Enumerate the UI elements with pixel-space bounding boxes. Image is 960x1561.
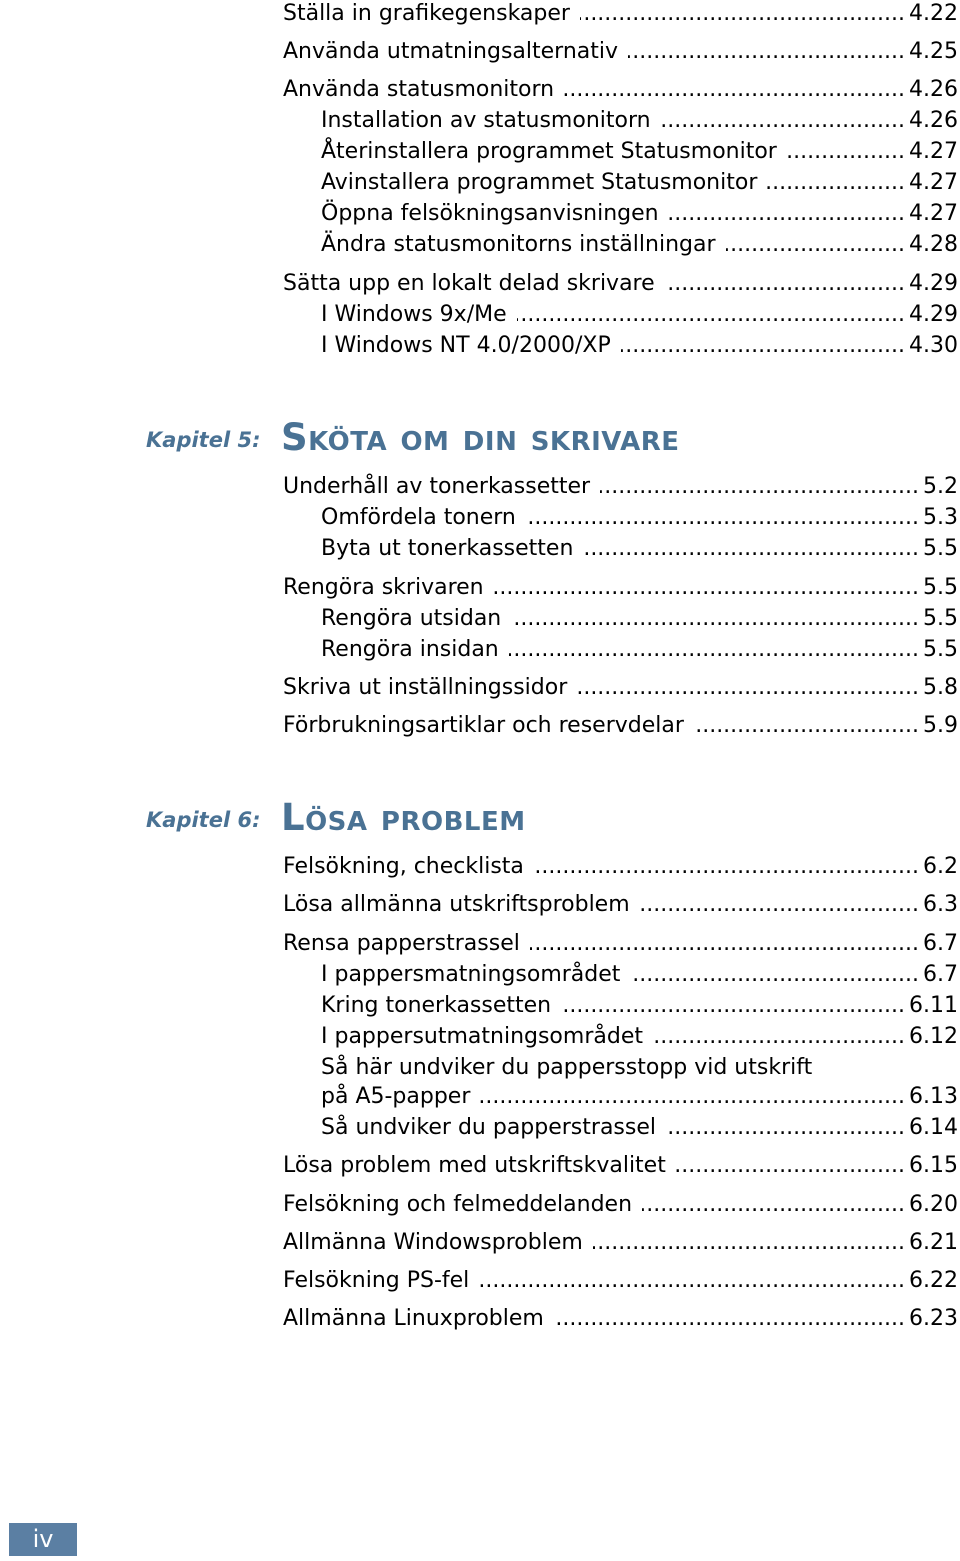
- toc-entry-title: I Windows NT 4.0/2000/XP: [321, 333, 611, 358]
- toc-entry-page: 4.27: [909, 201, 958, 226]
- toc-entry-page: 6.2: [923, 854, 958, 879]
- dot-leader: [787, 136, 905, 167]
- dot-leader: [653, 1021, 905, 1052]
- dot-leader: [661, 105, 905, 136]
- toc-entry-title-wrapped: Så här undviker du pappersstopp vid utskrift: [321, 1055, 813, 1080]
- toc-subentry[interactable]: [321, 533, 958, 564]
- toc-entry-title: Använda utmatningsalternativ: [283, 39, 619, 64]
- dot-leader: [665, 268, 905, 299]
- toc-entry-page: 5.9: [923, 713, 958, 738]
- toc-entry-title: Lösa problem med utskriftskvalitet: [283, 1153, 666, 1178]
- toc-entry-page: 5.3: [923, 505, 958, 530]
- toc-entry[interactable]: [283, 268, 958, 299]
- dot-leader: [530, 928, 919, 959]
- toc-entry[interactable]: [283, 0, 958, 29]
- toc-subentry[interactable]: [321, 229, 958, 260]
- toc-entry-page: 6.14: [909, 1115, 958, 1140]
- dot-leader: [694, 710, 919, 741]
- toc-entry-title: Rengöra utsidan: [321, 606, 502, 631]
- dot-leader: [593, 1227, 905, 1258]
- toc-entry-page: 6.3: [923, 892, 958, 917]
- toc-entry-page: 6.11: [909, 993, 958, 1018]
- dot-leader: [666, 1112, 905, 1143]
- toc-entry-page: 5.5: [923, 606, 958, 631]
- toc-subentry[interactable]: [321, 136, 958, 167]
- toc-entry-title: Kring tonerkassetten: [321, 993, 552, 1018]
- dot-leader: [600, 471, 919, 502]
- chapter-label: Kapitel 6:: [146, 808, 261, 832]
- toc-subentry[interactable]: [321, 198, 958, 229]
- toc-entry-page: 4.27: [909, 139, 958, 164]
- toc-entry-title: I pappersmatningsområdet: [321, 962, 621, 987]
- toc-entry-title: Förbrukningsartiklar och reservdelar: [283, 713, 684, 738]
- chapter-title: Sköta om din skrivare: [281, 416, 680, 459]
- toc-subentry[interactable]: [321, 105, 958, 136]
- toc-entry[interactable]: [283, 1227, 958, 1258]
- toc-entry[interactable]: [283, 1303, 958, 1334]
- dot-leader: [628, 36, 905, 67]
- dot-leader: [642, 1189, 905, 1220]
- toc-entry-page: 6.20: [909, 1192, 958, 1217]
- toc-entry[interactable]: [283, 36, 958, 67]
- dot-leader: [726, 229, 906, 260]
- toc-entry[interactable]: [283, 471, 958, 502]
- toc-entry[interactable]: [283, 1265, 958, 1296]
- toc-subentry[interactable]: [321, 167, 958, 198]
- toc-entry-title: Omfördela tonern: [321, 505, 516, 530]
- page-number-badge: iv: [9, 1523, 77, 1556]
- toc-subentry[interactable]: [321, 299, 958, 330]
- dot-leader: [564, 74, 905, 105]
- toc-entry-page: 4.25: [909, 39, 958, 64]
- dot-leader: [577, 672, 919, 703]
- toc-subentry[interactable]: [321, 603, 958, 634]
- toc-entry-page: 6.12: [909, 1024, 958, 1049]
- toc-entry-page: 4.26: [909, 108, 958, 133]
- toc-entry-title: Öppna felsökningsanvisningen: [321, 201, 659, 226]
- toc-entry-page: 4.22: [909, 1, 958, 26]
- toc-entry-page: 6.22: [909, 1268, 958, 1293]
- chapter-title: Lösa problem: [281, 796, 526, 839]
- dot-leader: [554, 1303, 905, 1334]
- toc-entry-page: 5.2: [923, 474, 958, 499]
- toc-entry-page: 4.29: [909, 302, 958, 327]
- toc-subentry[interactable]: [321, 330, 958, 361]
- toc-entry[interactable]: [283, 889, 958, 920]
- dot-leader: [479, 1265, 905, 1296]
- toc-entry-title: Ändra statusmonitorns inställningar: [321, 232, 716, 257]
- toc-entry-page: 6.15: [909, 1153, 958, 1178]
- toc-entry-page: 5.5: [923, 637, 958, 662]
- toc-entry-title: Återinstallera programmet Statusmonitor: [321, 139, 777, 164]
- toc-subentry[interactable]: [321, 959, 958, 990]
- dot-leader: [640, 889, 919, 920]
- toc-entry[interactable]: [283, 672, 958, 703]
- toc-entry[interactable]: [283, 710, 958, 741]
- dot-leader: [511, 603, 919, 634]
- toc-entry-title: Felsökning och felmeddelanden: [283, 1192, 633, 1217]
- toc-entry-title: Rengöra insidan: [321, 637, 499, 662]
- toc-entry[interactable]: [283, 572, 958, 603]
- toc-entry[interactable]: [283, 851, 958, 882]
- toc-entry-page: 4.30: [909, 333, 958, 358]
- dot-leader: [480, 1081, 905, 1112]
- dot-leader: [630, 959, 919, 990]
- toc-entry-title: Sätta upp en lokalt delad skrivare: [283, 271, 655, 296]
- dot-leader: [534, 851, 919, 882]
- toc-entry-title: Skriva ut inställningssidor: [283, 675, 568, 700]
- toc-entry-title: I Windows 9x/Me: [321, 302, 507, 327]
- toc-entry[interactable]: [283, 1189, 958, 1220]
- toc-entry-title: Byta ut tonerkassetten: [321, 536, 574, 561]
- dot-leader: [767, 167, 905, 198]
- dot-leader: [676, 1150, 905, 1181]
- toc-entry-page: 4.28: [909, 232, 958, 257]
- toc-subentry[interactable]: [321, 990, 958, 1021]
- toc-entry-title: Rensa papperstrassel: [283, 931, 520, 956]
- toc-entry-page: 6.7: [923, 962, 958, 987]
- toc-subentry[interactable]: [321, 502, 958, 533]
- chapter-label: Kapitel 5:: [146, 428, 261, 452]
- toc-entry-title: på A5-papper: [321, 1084, 471, 1109]
- toc-entry[interactable]: [283, 74, 958, 105]
- dot-leader: [580, 0, 905, 29]
- dot-leader: [509, 634, 919, 665]
- dot-leader: [669, 198, 905, 229]
- dot-leader: [621, 330, 905, 361]
- toc-entry-title: Allmänna Windowsproblem: [283, 1230, 583, 1255]
- toc-entry-title: Underhåll av tonerkassetter: [283, 474, 591, 499]
- toc-entry-title: Installation av statusmonitorn: [321, 108, 651, 133]
- toc-entry-title: Så undviker du papperstrassel: [321, 1115, 656, 1140]
- toc-entry-title: Allmänna Linuxproblem: [283, 1306, 544, 1331]
- toc-entry-page: 5.5: [923, 575, 958, 600]
- toc-entry[interactable]: [283, 1150, 958, 1181]
- toc-entry-page: 4.26: [909, 77, 958, 102]
- toc-entry-title: Felsökning PS-fel: [283, 1268, 470, 1293]
- toc-entry-page: 4.27: [909, 170, 958, 195]
- toc-subentry[interactable]: [321, 1021, 958, 1052]
- toc-entry-page: 6.13: [909, 1084, 958, 1109]
- toc-entry-page: 6.21: [909, 1230, 958, 1255]
- toc-subentry[interactable]: [321, 1081, 958, 1112]
- dot-leader: [583, 533, 919, 564]
- toc-subentry[interactable]: [321, 634, 958, 665]
- dot-leader: [561, 990, 905, 1021]
- toc-entry-title: Ställa in grafikegenskaper: [283, 1, 570, 26]
- toc-entry-page: 6.23: [909, 1306, 958, 1331]
- toc-entry-page: 6.7: [923, 931, 958, 956]
- dot-leader: [526, 502, 919, 533]
- toc-entry-title: I pappersutmatningsområdet: [321, 1024, 643, 1049]
- toc-entry-title: Lösa allmänna utskriftsproblem: [283, 892, 630, 917]
- toc-entry-title: Avinstallera programmet Statusmonitor: [321, 170, 758, 195]
- toc-entry-page: 5.5: [923, 536, 958, 561]
- dot-leader: [517, 299, 905, 330]
- toc-entry[interactable]: [283, 928, 958, 959]
- dot-leader: [494, 572, 919, 603]
- toc-entry-title: Felsökning, checklista: [283, 854, 524, 879]
- toc-entry-page: 5.8: [923, 675, 958, 700]
- toc-entry-title: Använda statusmonitorn: [283, 77, 555, 102]
- toc-entry-page: 4.29: [909, 271, 958, 296]
- toc-entry-title: Rengöra skrivaren: [283, 575, 484, 600]
- toc-subentry[interactable]: [321, 1112, 958, 1143]
